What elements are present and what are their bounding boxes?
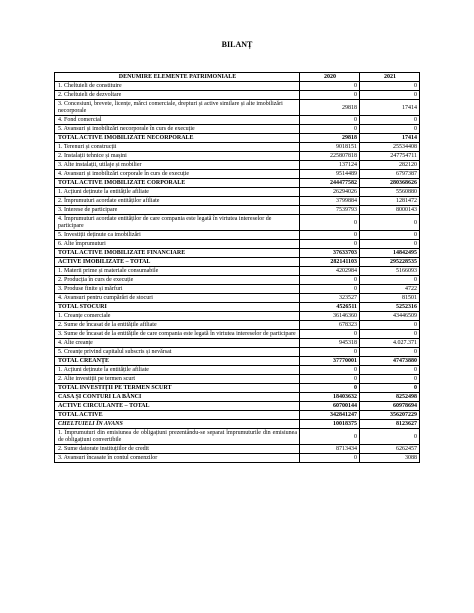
value-2020: 37770001 <box>300 357 360 366</box>
row-label: 4. Fond comercial <box>55 116 300 125</box>
table-row <box>55 179 420 188</box>
value-2021: 0 <box>360 330 420 339</box>
value-2020: 0 <box>300 375 360 384</box>
row-label: 3. Sume de încasat de la entitățile de care compania este legată în virtutea intereselor de participare <box>55 330 300 339</box>
row-label: 3. Avansuri încasate în contul comenzilor <box>55 454 300 463</box>
value-2020: 0 <box>300 125 360 134</box>
row-label: 1. Materii prime și materiale consumabile <box>55 267 300 276</box>
value-2020: 26294026 <box>300 188 360 197</box>
value-2021: 25534408 <box>360 143 420 152</box>
table-row <box>55 258 420 267</box>
value-2021: 47473880 <box>360 357 420 366</box>
value-2021: 0 <box>360 231 420 240</box>
value-2021: 0 <box>360 91 420 100</box>
row-label: 5. Creanțe privind capitalul subscris și nevărsat <box>55 348 300 357</box>
value-2020: 29818 <box>300 100 360 116</box>
value-2020: 678323 <box>300 321 360 330</box>
value-2021: 295228535 <box>360 258 420 267</box>
row-label: TOTAL ACTIVE <box>55 411 300 420</box>
table-row <box>55 276 420 285</box>
row-label: 2. Alte investiții pe termen scurt <box>55 375 300 384</box>
value-2021: 6797387 <box>360 170 420 179</box>
value-2020: 282141103 <box>300 258 360 267</box>
value-2020: 4526511 <box>300 303 360 312</box>
value-2021: 6262457 <box>360 445 420 454</box>
balance-sheet-table <box>54 72 420 463</box>
value-2021: 17414 <box>360 100 420 116</box>
table-row <box>55 384 420 393</box>
row-label: 3. Interese de participare <box>55 206 300 215</box>
value-2021: 8123627 <box>360 420 420 429</box>
table-row <box>55 348 420 357</box>
row-label: 2. Instalații tehnice și mașini <box>55 152 300 161</box>
value-2021: 0 <box>360 240 420 249</box>
value-2021: 4722 <box>360 285 420 294</box>
row-label: 1. Creanțe comerciale <box>55 312 300 321</box>
value-2020: 3799884 <box>300 197 360 206</box>
table-row <box>55 357 420 366</box>
value-2020: 8713434 <box>300 445 360 454</box>
value-2021: 0 <box>360 348 420 357</box>
row-label: 4. Avansuri pentru cumpărări de stocuri <box>55 294 300 303</box>
value-2021: 247754711 <box>360 152 420 161</box>
table-row <box>55 445 420 454</box>
value-2020: 137124 <box>300 161 360 170</box>
value-2020: 0 <box>300 276 360 285</box>
row-label: 2. Sume de încasat de la entitățile afiliate <box>55 321 300 330</box>
value-2020: 10018375 <box>300 420 360 429</box>
value-2021: 280368626 <box>360 179 420 188</box>
value-2021: 0 <box>360 276 420 285</box>
table-row <box>55 294 420 303</box>
row-label: 1. Cheltuieli de constituire <box>55 82 300 91</box>
value-2021: 0 <box>360 82 420 91</box>
value-2020: 225807818 <box>300 152 360 161</box>
row-label: 3. Concesiuni, brevete, licențe, mărci comerciale, drepturi și active similare și alte imobilizări necorporale <box>55 100 300 116</box>
value-2021: 0 <box>360 366 420 375</box>
value-2021: 60978694 <box>360 402 420 411</box>
row-label: 3. Produse finite și mărfuri <box>55 285 300 294</box>
value-2020: 0 <box>300 366 360 375</box>
table-row <box>55 152 420 161</box>
value-2021: 356207229 <box>360 411 420 420</box>
value-2021: 1281472 <box>360 197 420 206</box>
value-2020: 0 <box>300 384 360 393</box>
value-2021: 14842495 <box>360 249 420 258</box>
table-row <box>55 249 420 258</box>
value-2021: 81501 <box>360 294 420 303</box>
table-row <box>55 375 420 384</box>
value-2020: 9514489 <box>300 170 360 179</box>
value-2021: 0 <box>360 429 420 445</box>
value-2020: 4202984 <box>300 267 360 276</box>
table-row <box>55 303 420 312</box>
header-2020: 2020 <box>300 73 360 82</box>
table-row <box>55 206 420 215</box>
row-label: TOTAL INVESTIȚII PE TERMEN SCURT <box>55 384 300 393</box>
table-row <box>55 197 420 206</box>
table-row <box>55 393 420 402</box>
value-2021: 0 <box>360 384 420 393</box>
value-2021: 3088 <box>360 454 420 463</box>
value-2020: 9018151 <box>300 143 360 152</box>
value-2021: 43446509 <box>360 312 420 321</box>
row-label: TOTAL ACTIVE IMOBILIZATE CORPORALE <box>55 179 300 188</box>
value-2020: 36146360 <box>300 312 360 321</box>
row-label: ACTIVE IMOBILIZATE – TOTAL <box>55 258 300 267</box>
table-row <box>55 321 420 330</box>
value-2021: 17414 <box>360 134 420 143</box>
row-label: 2. Sume datorate instituțiilor de credit <box>55 445 300 454</box>
value-2020: 0 <box>300 231 360 240</box>
row-label: TOTAL STOCURI <box>55 303 300 312</box>
row-label: CASA ȘI CONTURI LA BĂNCI <box>55 393 300 402</box>
row-label: 1. Acțiuni deținute la entitățile afiliate <box>55 366 300 375</box>
value-2021: 0 <box>360 375 420 384</box>
row-label: 2. Împrumuturi acordate entităților afiliate <box>55 197 300 206</box>
value-2020: 7539793 <box>300 206 360 215</box>
header-2021: 2021 <box>360 73 420 82</box>
value-2020: 0 <box>300 348 360 357</box>
table-row <box>55 143 420 152</box>
value-2020: 0 <box>300 454 360 463</box>
table-row <box>55 285 420 294</box>
value-2020: 244477582 <box>300 179 360 188</box>
row-label: TOTAL ACTIVE IMOBILIZATE NECORPORALE <box>55 134 300 143</box>
table-row <box>55 420 420 429</box>
row-label: 3. Alte instalații, utilaje și mobilier <box>55 161 300 170</box>
row-label: TOTAL CREANȚE <box>55 357 300 366</box>
table-row <box>55 91 420 100</box>
value-2020: 323527 <box>300 294 360 303</box>
value-2020: 0 <box>300 330 360 339</box>
table-row <box>55 188 420 197</box>
value-2020: 0 <box>300 215 360 231</box>
value-2020: 60700144 <box>300 402 360 411</box>
value-2020: 37633703 <box>300 249 360 258</box>
table-row <box>55 231 420 240</box>
table-row <box>55 125 420 134</box>
table-row <box>55 134 420 143</box>
row-label: 2. Producția în curs de execuție <box>55 276 300 285</box>
value-2021: 8000143 <box>360 206 420 215</box>
value-2021: 8252498 <box>360 393 420 402</box>
value-2020: 0 <box>300 285 360 294</box>
value-2020: 0 <box>300 91 360 100</box>
value-2021: 4.027.371 <box>360 339 420 348</box>
table-row <box>55 215 420 231</box>
value-2020: 342841247 <box>300 411 360 420</box>
table-row <box>55 402 420 411</box>
table-row <box>55 170 420 179</box>
row-label: 4. Alte creanțe <box>55 339 300 348</box>
table-row <box>55 454 420 463</box>
table-row <box>55 100 420 116</box>
value-2021: 5560880 <box>360 188 420 197</box>
value-2021: 5252316 <box>360 303 420 312</box>
value-2020: 29818 <box>300 134 360 143</box>
table-row <box>55 429 420 445</box>
value-2020: 0 <box>300 82 360 91</box>
table-row <box>55 82 420 91</box>
row-label: 2. Cheltuieli de dezvoltare <box>55 91 300 100</box>
table-header-row <box>55 73 420 82</box>
row-label: CHELTUIELI ÎN AVANS <box>55 420 300 429</box>
document-title: BILANȚ <box>221 40 253 49</box>
value-2021: 0 <box>360 321 420 330</box>
row-label: 1. Terenuri și construcții <box>55 143 300 152</box>
row-label: 1. Acțiuni deținute la entitățile afiliate <box>55 188 300 197</box>
value-2021: 282120 <box>360 161 420 170</box>
table-row <box>55 161 420 170</box>
table-row <box>55 411 420 420</box>
row-label: 5. Avansuri și imobilizări necorporale în curs de execuție <box>55 125 300 134</box>
table-row <box>55 330 420 339</box>
table-row <box>55 312 420 321</box>
value-2020: 0 <box>300 116 360 125</box>
value-2020: 945318 <box>300 339 360 348</box>
table-row <box>55 116 420 125</box>
row-label: 4. Avansuri și imobilizări corporale în curs de execuție <box>55 170 300 179</box>
row-label: 1. Împrumuturi din emisiunea de obligațiuni prezentându-se separat împrumuturile din emisiunea de obligațiuni convertibile <box>55 429 300 445</box>
row-label: TOTAL ACTIVE IMOBILIZATE FINANCIARE <box>55 249 300 258</box>
row-label: ACTIVE CIRCULANTE – TOTAL <box>55 402 300 411</box>
value-2021: 5166093 <box>360 267 420 276</box>
value-2020: 18403632 <box>300 393 360 402</box>
table-row <box>55 366 420 375</box>
row-label: 5. Investiții deținute ca imobilizări <box>55 231 300 240</box>
row-label: 4. Împrumuturi acordate entităților de care compania este legată în virtutea intereselor de participare <box>55 215 300 231</box>
value-2020: 0 <box>300 429 360 445</box>
header-denumire: DENUMIRE ELEMENTE PATRIMONIALE <box>55 73 300 82</box>
value-2021: 0 <box>360 215 420 231</box>
value-2021: 0 <box>360 125 420 134</box>
row-label: 6. Alte împrumuturi <box>55 240 300 249</box>
table-row <box>55 240 420 249</box>
value-2020: 0 <box>300 240 360 249</box>
table-row <box>55 339 420 348</box>
value-2021: 0 <box>360 116 420 125</box>
table-row <box>55 267 420 276</box>
